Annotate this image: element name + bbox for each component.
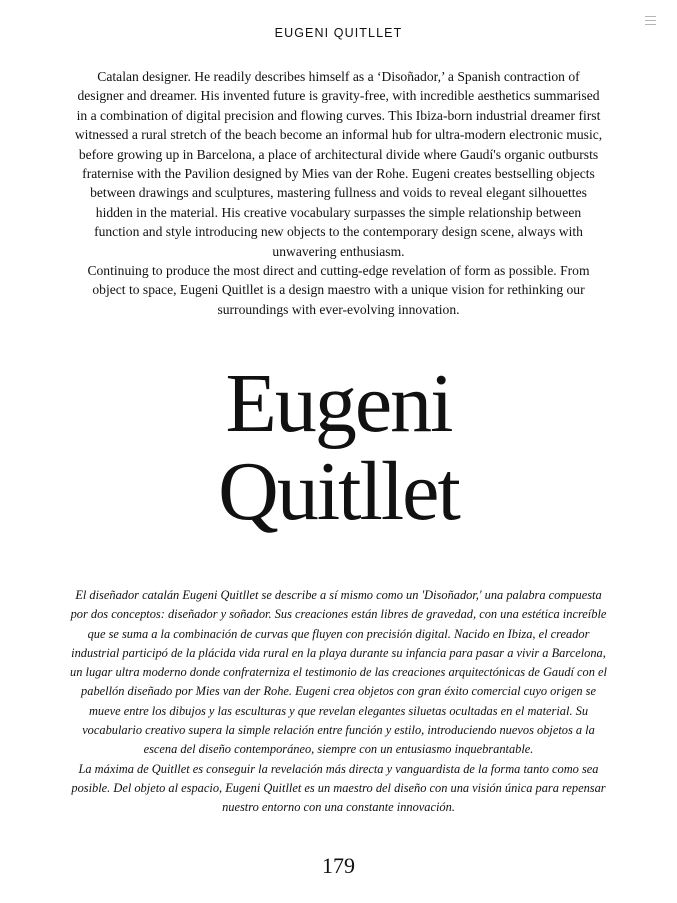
english-intro	[74, 67, 603, 319]
english-paragraph-2: Continuing to produce the most direct and cutting-edge revelation of form as possible. From object to space, Eugeni Quitllet is a design maestro with a unique vision for rethinking our surroundings with ever-evolving innovation.	[87, 263, 590, 317]
menu-icon[interactable]	[645, 16, 656, 27]
english-paragraph-1: Catalan designer. He readily describes himself as a ‘Disoñador,’ a Spanish contraction of designer and dreamer. His invented future is gravity-free, with incredible aesthetics summarised in a combination of digital precision and flowing curves. This Ibiza-born industrial dreamer first witnessed a rural stretch of the beach become an informal hub for ultra-modern electronic music, before growing up in Barcelona, a place of architectural divide where Gaudí's organic outbursts fraternise with the Pavilion designed by Mies van der Rohe. Eugeni creates bestselling objects between drawings and sculptures, mastering fullness and voids to reveal elegant silhouettes hidden in the material. His creative vocabulary surpasses the simple relationship between function and style introducing new objects to the contemporary design scene, always with unwavering enthusiasm.	[74, 69, 603, 259]
designer-name-title	[0, 357, 677, 538]
page-number: 179	[322, 853, 355, 878]
spanish-paragraph-2: La máxima de Quitllet es conseguir la revelación más directa y vanguardista de la forma tanto como sea posible. Del objeto al espacio, Eugeni Quitllet es un maestro del diseño con una visión única para repensar nuestro entorno con una constante innovación.	[71, 761, 606, 815]
page-header	[0, 26, 677, 40]
spanish-intro	[70, 586, 607, 818]
header-title: EUGENI QUITLLET	[274, 26, 403, 40]
spanish-paragraph-1: El diseñador catalán Eugeni Quitllet se describe a sí mismo como un 'Disoñador,' una palabra compuesta por dos conceptos: diseñador y soñador. Sus creaciones están libres de gravedad, con una estética increíble que se suma a la combinación de curvas que fluyen con precisión digital. Nacido en Ibiza, el creador industrial participó de la plácida vida rural en la playa durante su infancia para pasar a vivir a Barcelona, un lugar ultra moderno donde confraterniza el testimonio de las creaciones arquitectónicas de Gaudí con el pabellón diseñado por Mies van der Rohe. Eugeni crea objetos con gran éxito comercial cuyo origen se mueve entre los dibujos y las esculturas y que revelan elegantes siluetas ocultadas en el material. Su vocabulario creativo supera la simple relación entre función y estilo, introduciendo nuevos objetos a la escena del diseño contemporáneo, siempre con un entusiasmo inquebrantable.	[70, 588, 607, 757]
title-line-1: Eugeni	[225, 357, 452, 450]
title-line-2: Quitllet	[218, 445, 459, 538]
